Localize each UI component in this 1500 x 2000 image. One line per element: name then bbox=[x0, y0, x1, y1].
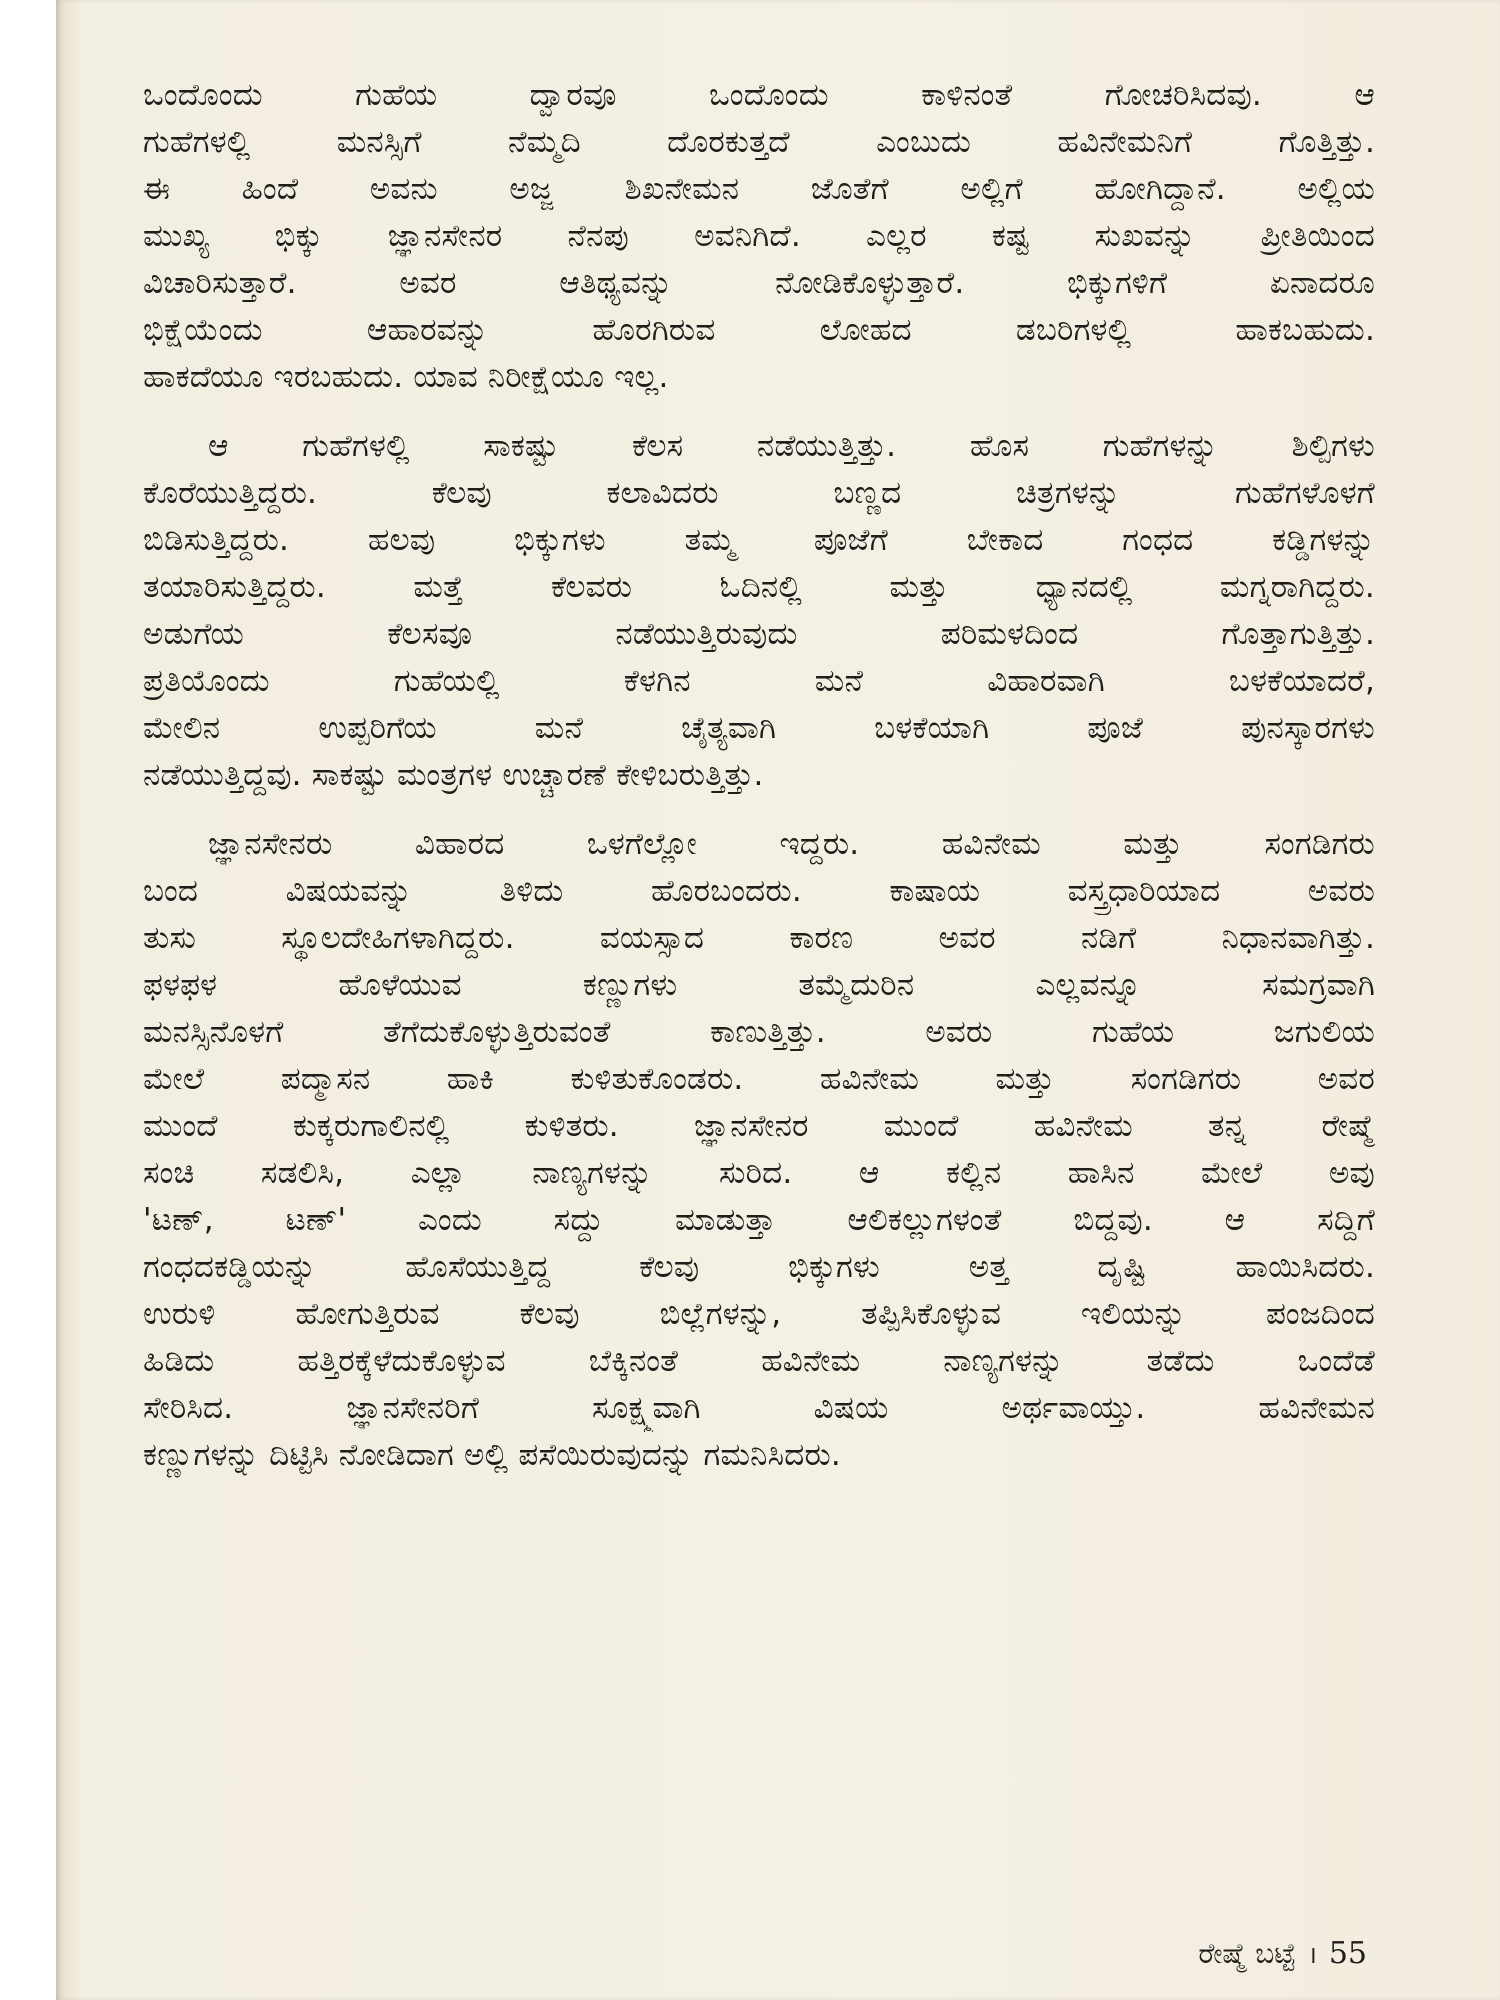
text-line: ಗುಹೆಗಳಲ್ಲಿ ಮನಸ್ಸಿಗೆ ನೆಮ್ಮದಿ ದೊರಕುತ್ತದೆ ಎಂಬುದು ಹವಿನೇಮನಿಗೆ ಗೊತ್ತಿತ್ತು. bbox=[143, 124, 1375, 160]
paragraph bbox=[143, 423, 1375, 799]
text-line: ಉರುಳಿ ಹೋಗುತ್ತಿರುವ ಕೆಲವು ಬಿಲ್ಲೆಗಳನ್ನು, ತಪ್ಪಿಸಿಕೊಳ್ಳುವ ಇಲಿಯನ್ನು ಪಂಜದಿಂದ bbox=[143, 1296, 1375, 1332]
text-line: ಈ ಹಿಂದೆ ಅವನು ಅಜ್ಜ ಶಿಖನೇಮನ ಜೊತೆಗೆ ಅಲ್ಲಿಗೆ ಹೋಗಿದ್ದಾನೆ. ಅಲ್ಲಿಯ bbox=[143, 171, 1375, 207]
text-line: ಬಂದ ವಿಷಯವನ್ನು ತಿಳಿದು ಹೊರಬಂದರು. ಕಾಷಾಯ ವಸ್ತ್ರಧಾರಿಯಾದ ಅವರು bbox=[143, 873, 1375, 909]
text-line: ಮನಸ್ಸಿನೊಳಗೆ ತೆಗೆದುಕೊಳ್ಳುತ್ತಿರುವಂತೆ ಕಾಣುತ್ತಿತ್ತು. ಅವರು ಗುಹೆಯ ಜಗುಲಿಯ bbox=[143, 1014, 1375, 1050]
text-line: ಪ್ರತಿಯೊಂದು ಗುಹೆಯಲ್ಲಿ ಕೆಳಗಿನ ಮನೆ ವಿಹಾರವಾಗಿ ಬಳಕೆಯಾದರೆ, bbox=[143, 663, 1375, 699]
text-line: ಹಾಕದೆಯೂ ಇರಬಹುದು. ಯಾವ ನಿರೀಕ್ಷೆಯೂ ಇಲ್ಲ. bbox=[143, 359, 669, 395]
text-line: ಹಿಡಿದು ಹತ್ತಿರಕ್ಕೆಳೆದುಕೊಳ್ಳುವ ಬೆಕ್ಕಿನಂತೆ ಹವಿನೇಮ ನಾಣ್ಯಗಳನ್ನು ತಡೆದು ಒಂದೆಡೆ bbox=[143, 1343, 1375, 1379]
text-line: ನಡೆಯುತ್ತಿದ್ದವು. ಸಾಕಷ್ಟು ಮಂತ್ರಗಳ ಉಚ್ಚಾರಣೆ ಕೇಳಿಬರುತ್ತಿತ್ತು. bbox=[143, 757, 764, 793]
text-line: ಕೊರೆಯುತ್ತಿದ್ದರು. ಕೆಲವು ಕಲಾವಿದರು ಬಣ್ಣದ ಚಿತ್ರಗಳನ್ನು ಗುಹೆಗಳೊಳಗೆ bbox=[143, 475, 1375, 511]
text-line: ತಯಾರಿಸುತ್ತಿದ್ದರು. ಮತ್ತೆ ಕೆಲವರು ಓದಿನಲ್ಲಿ ಮತ್ತು ಧ್ಯಾನದಲ್ಲಿ ಮಗ್ನರಾಗಿದ್ದರು. bbox=[143, 569, 1375, 605]
text-line: ಮೇಲೆ ಪದ್ಮಾಸನ ಹಾಕಿ ಕುಳಿತುಕೊಂಡರು. ಹವಿನೇಮ ಮತ್ತು ಸಂಗಡಿಗರು ಅವರ bbox=[143, 1061, 1375, 1097]
text-line: ಸೇರಿಸಿದ. ಜ್ಞಾನಸೇನರಿಗೆ ಸೂಕ್ಷ್ಮವಾಗಿ ವಿಷಯ ಅರ್ಥವಾಯ್ತು. ಹವಿನೇಮನ bbox=[143, 1390, 1375, 1426]
paragraph bbox=[143, 72, 1375, 401]
text-line: ಗಂಧದಕಡ್ಡಿಯನ್ನು ಹೊಸೆಯುತ್ತಿದ್ದ ಕೆಲವು ಭಿಕ್ಕುಗಳು ಅತ್ತ ದೃಷ್ಟಿ ಹಾಯಿಸಿದರು. bbox=[143, 1249, 1375, 1285]
text-line: ಆ ಗುಹೆಗಳಲ್ಲಿ ಸಾಕಷ್ಟು ಕೆಲಸ ನಡೆಯುತ್ತಿತ್ತು. ಹೊಸ ಗುಹೆಗಳನ್ನು ಶಿಲ್ಪಿಗಳು bbox=[208, 428, 1375, 464]
page-number: 55 bbox=[1328, 1936, 1367, 1971]
text-line: ಸಂಚಿ ಸಡಲಿಸಿ, ಎಲ್ಲಾ ನಾಣ್ಯಗಳನ್ನು ಸುರಿದ. ಆ ಕಲ್ಲಿನ ಹಾಸಿನ ಮೇಲೆ ಅವು bbox=[143, 1155, 1375, 1191]
text-line: ಕಣ್ಣುಗಳನ್ನು ದಿಟ್ಟಿಸಿ ನೋಡಿದಾಗ ಅಲ್ಲಿ ಪಸೆಯಿರುವುದನ್ನು ಗಮನಿಸಿದರು. bbox=[143, 1437, 841, 1473]
footer-separator: । bbox=[1307, 1941, 1317, 1969]
text-line: ಒಂದೊಂದು ಗುಹೆಯ ದ್ವಾರವೂ ಒಂದೊಂದು ಕಾಳಿನಂತೆ ಗೋಚರಿಸಿದವು. ಆ bbox=[143, 77, 1375, 113]
text-line: ಜ್ಞಾನಸೇನರು ವಿಹಾರದ ಒಳಗೆಲ್ಲೋ ಇದ್ದರು. ಹವಿನೇಮ ಮತ್ತು ಸಂಗಡಿಗರು bbox=[208, 826, 1375, 862]
text-line: ಭಿಕ್ಷೆಯೆಂದು ಆಹಾರವನ್ನು ಹೊರಗಿರುವ ಲೋಹದ ಡಬರಿಗಳಲ್ಲಿ ಹಾಕಬಹುದು. bbox=[143, 312, 1375, 348]
page-footer bbox=[1198, 1934, 1367, 1974]
book-title: ರೇಷ್ಮೆ ಬಟ್ಟೆ bbox=[1198, 1937, 1296, 1970]
body-text bbox=[143, 72, 1375, 1479]
text-line: ತುಸು ಸ್ಥೂಲದೇಹಿಗಳಾಗಿದ್ದರು. ವಯಸ್ಸಾದ ಕಾರಣ ಅವರ ನಡಿಗೆ ನಿಧಾನವಾಗಿತ್ತು. bbox=[143, 920, 1375, 956]
text-line: ಮೇಲಿನ ಉಪ್ಪರಿಗೆಯ ಮನೆ ಚೈತ್ಯವಾಗಿ ಬಳಕೆಯಾಗಿ ಪೂಜೆ ಪುನಸ್ಕಾರಗಳು bbox=[143, 710, 1375, 746]
text-line: ಅಡುಗೆಯ ಕೆಲಸವೂ ನಡೆಯುತ್ತಿರುವುದು ಪರಿಮಳದಿಂದ ಗೊತ್ತಾಗುತ್ತಿತ್ತು. bbox=[143, 616, 1375, 652]
text-line: 'ಟಣ್, ಟಣ್' ಎಂದು ಸದ್ದು ಮಾಡುತ್ತಾ ಆಲಿಕಲ್ಲುಗಳಂತೆ ಬಿದ್ದವು. ಆ ಸದ್ದಿಗೆ bbox=[143, 1202, 1375, 1238]
text-line: ಮುಖ್ಯ ಭಿಕ್ಕು ಜ್ಞಾನಸೇನರ ನೆನಪು ಅವನಿಗಿದೆ. ಎಲ್ಲರ ಕಷ್ಟ ಸುಖವನ್ನು ಪ್ರೀತಿಯಿಂದ bbox=[143, 218, 1375, 254]
paragraph bbox=[143, 821, 1375, 1479]
text-line: ಮುಂದೆ ಕುಕ್ಕರುಗಾಲಿನಲ್ಲಿ ಕುಳಿತರು. ಜ್ಞಾನಸೇನರ ಮುಂದೆ ಹವಿನೇಮ ತನ್ನ ರೇಷ್ಮೆ bbox=[143, 1108, 1375, 1144]
text-line: ವಿಚಾರಿಸುತ್ತಾರೆ. ಅವರ ಆತಿಥ್ಯವನ್ನು ನೋಡಿಕೊಳ್ಳುತ್ತಾರೆ. ಭಿಕ್ಕುಗಳಿಗೆ ಏನಾದರೂ bbox=[143, 265, 1375, 301]
text-line: ಬಿಡಿಸುತ್ತಿದ್ದರು. ಹಲವು ಭಿಕ್ಕುಗಳು ತಮ್ಮ ಪೂಜೆಗೆ ಬೇಕಾದ ಗಂಧದ ಕಡ್ಡಿಗಳನ್ನು bbox=[143, 522, 1375, 558]
text-line: ಫಳಫಳ ಹೊಳೆಯುವ ಕಣ್ಣುಗಳು ತಮ್ಮೆದುರಿನ ಎಲ್ಲವನ್ನೂ ಸಮಗ್ರವಾಗಿ bbox=[143, 967, 1375, 1003]
